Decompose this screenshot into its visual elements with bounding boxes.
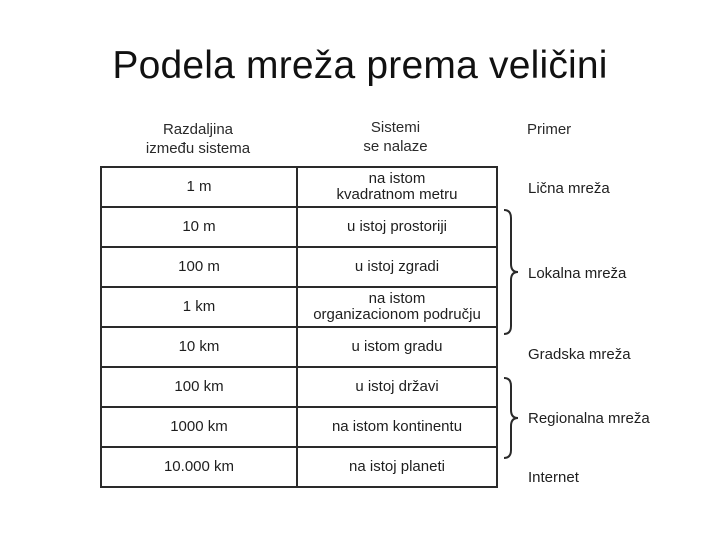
- location-cell: [297, 367, 497, 407]
- table-row: [101, 287, 497, 327]
- header-systems: [296, 118, 495, 156]
- example-personal-network: Lična mreža: [528, 180, 610, 197]
- distance-cell: 1 km: [101, 287, 297, 327]
- distance-cell: 100 m: [101, 247, 297, 287]
- table-row: [101, 247, 497, 287]
- location-cell: [297, 247, 497, 287]
- location-line: na istom kontinentu: [331, 418, 463, 435]
- local-network-brace: [502, 208, 522, 336]
- table-row: [101, 167, 497, 207]
- header-distance-line1: Razdaljina: [162, 121, 234, 138]
- header-distance: [100, 120, 296, 158]
- location-cell: [297, 447, 497, 487]
- location-cell: [297, 167, 497, 207]
- location-line: u istoj zgradi: [354, 258, 440, 275]
- header-distance-line2: između sistema: [145, 140, 251, 157]
- network-size-table: [100, 166, 498, 488]
- distance-cell: 10 m: [101, 207, 297, 247]
- table-row: [101, 327, 497, 367]
- distance-cell: 10.000 km: [101, 447, 297, 487]
- location-line: u istoj državi: [355, 378, 439, 395]
- distance-cell: 100 km: [101, 367, 297, 407]
- header-systems-line1: Sistemi: [370, 119, 421, 136]
- location-line: kvadratnom metru: [336, 186, 458, 203]
- example-regional-network: Regionalna mreža: [528, 410, 650, 427]
- slide-title: Podela mreža prema veličini: [112, 44, 608, 87]
- location-line: na istoj planeti: [349, 458, 445, 475]
- location-line: na istom: [368, 290, 426, 307]
- location-line: u istom gradu: [351, 338, 443, 355]
- table-row: [101, 367, 497, 407]
- example-local-network: Lokalna mreža: [528, 265, 627, 282]
- location-cell: [297, 207, 497, 247]
- header-systems-line2: se nalaze: [363, 138, 428, 155]
- distance-cell: 10 km: [101, 327, 297, 367]
- location-cell: [297, 407, 497, 447]
- table-row: [101, 407, 497, 447]
- table-row: [101, 207, 497, 247]
- distance-cell: 1 m: [101, 167, 297, 207]
- distance-cell: 1000 km: [101, 407, 297, 447]
- location-line: na istom: [368, 170, 426, 187]
- example-metro-network: Gradska mreža: [528, 346, 631, 363]
- location-line: organizacionom području: [313, 306, 481, 323]
- location-cell: [297, 287, 497, 327]
- example-internet: Internet: [528, 469, 579, 486]
- location-line: u istoj prostoriji: [346, 218, 448, 235]
- location-cell: [297, 327, 497, 367]
- header-example: Primer: [527, 121, 572, 138]
- table-row: [101, 447, 497, 487]
- regional-network-brace: [502, 376, 522, 460]
